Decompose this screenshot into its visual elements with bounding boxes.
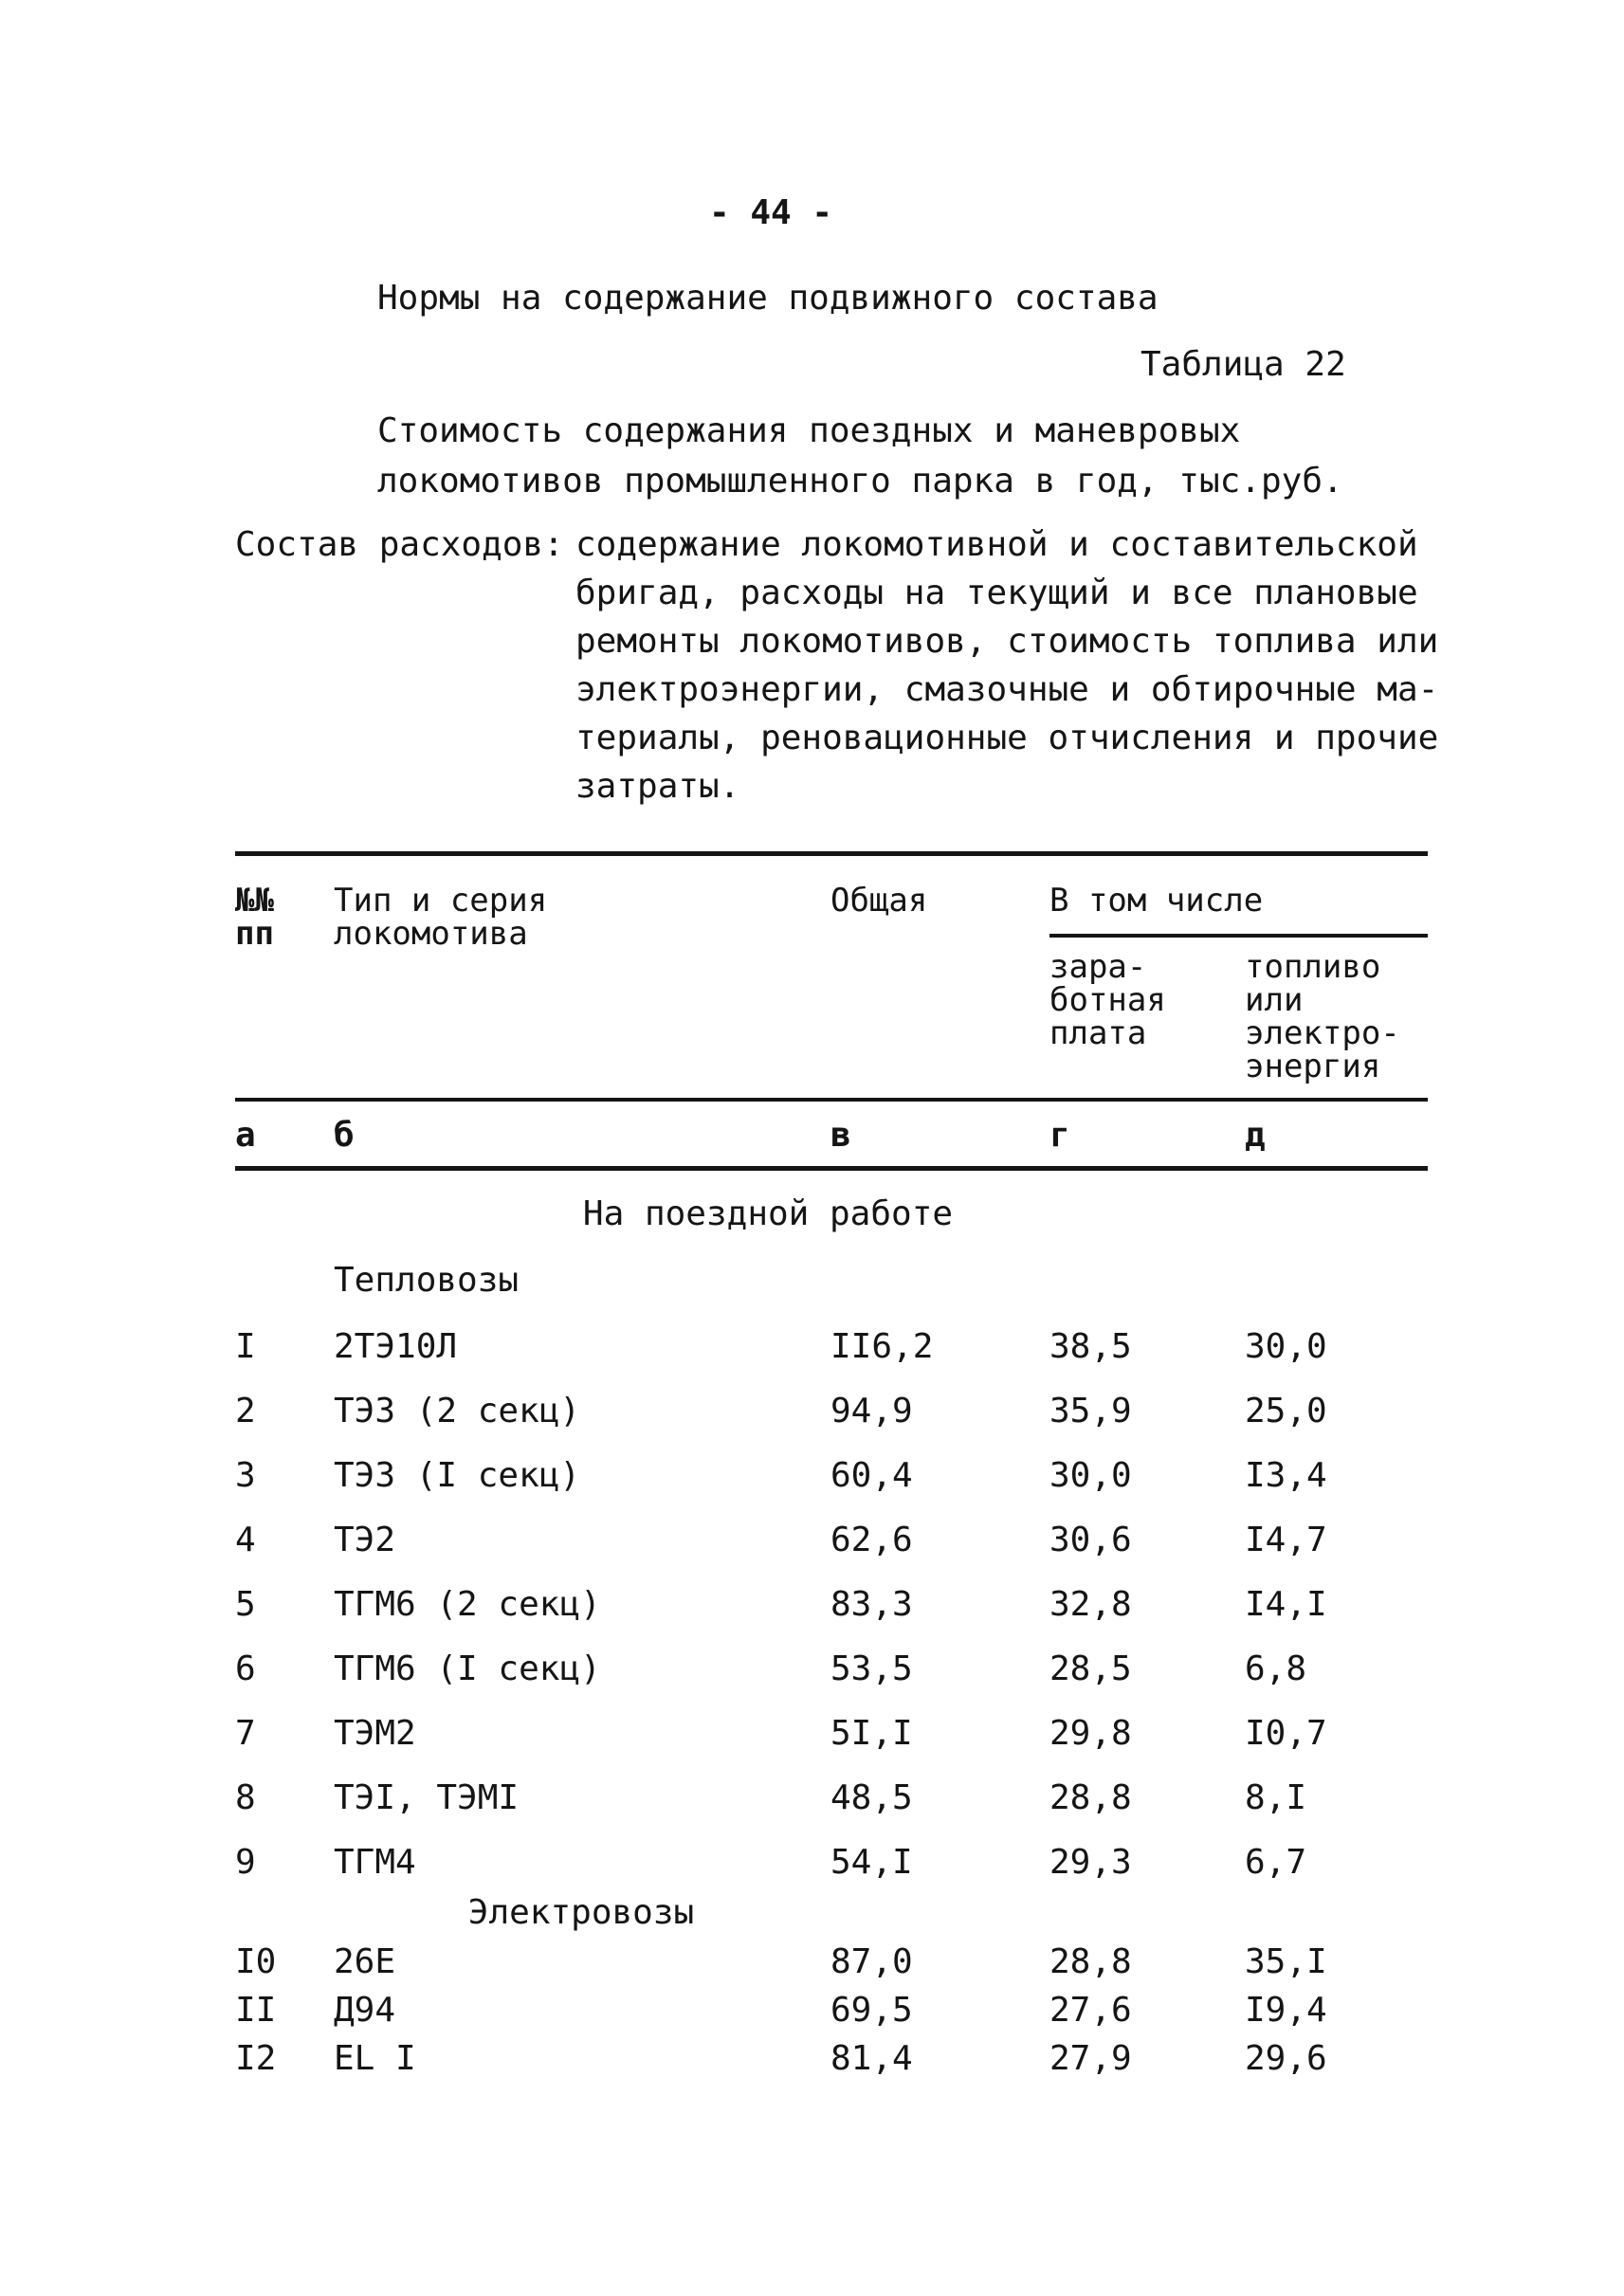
row-type: ТГМ6 (2 секц)	[334, 1585, 601, 1624]
row-type: ТЭ3 (2 секц)	[334, 1392, 581, 1430]
row-number: 3	[235, 1456, 256, 1495]
row-total: 60,4	[830, 1456, 913, 1495]
table-top-rule	[235, 851, 1428, 856]
row-total: 54,I	[830, 1843, 913, 1882]
row-salary: 29,3	[1049, 1843, 1132, 1882]
table-title-line-2: локомотивов промышленного парка в год, тыс.руб.	[377, 462, 1343, 501]
column-letter-g: г	[1049, 1116, 1070, 1155]
table-row	[0, 1843, 1624, 1893]
row-total: 62,6	[830, 1521, 913, 1559]
row-total: 81,4	[830, 2039, 913, 2078]
composition-line: электроэнергии, смазочные и обтирочные ма-	[575, 670, 1439, 709]
row-fuel: I4,7	[1245, 1521, 1327, 1559]
group-electric-locomotives: Электровозы	[467, 1893, 695, 1932]
column-letter-d: д	[1245, 1116, 1266, 1155]
row-fuel: 8,I	[1245, 1778, 1307, 1817]
section-title: Нормы на содержание подвижного состава	[377, 279, 1159, 318]
row-type: ТЭI, ТЭМI	[334, 1778, 520, 1817]
row-salary: 27,6	[1049, 1991, 1132, 2030]
row-total: II6,2	[830, 1327, 934, 1366]
column-letter-v: в	[830, 1116, 851, 1155]
table-row	[0, 1942, 1624, 1993]
table-row	[0, 1523, 1624, 1571]
row-number: 2	[235, 1392, 256, 1430]
composition-line: содержание локомотивной и составительской	[575, 525, 1418, 564]
row-total: 5I,I	[830, 1714, 913, 1753]
row-salary: 28,8	[1049, 1942, 1132, 1981]
row-fuel: 6,7	[1245, 1843, 1307, 1882]
row-number: 6	[235, 1649, 256, 1688]
composition-line: затраты.	[575, 767, 740, 806]
table-row	[0, 1327, 1624, 1377]
row-number: I0	[235, 1942, 277, 1981]
row-type: 2ТЭ10Л	[334, 1327, 458, 1366]
row-fuel: I3,4	[1245, 1456, 1327, 1495]
header-total: Общая	[830, 882, 928, 920]
header-including: В том числе	[1049, 882, 1264, 920]
table-row	[0, 1778, 1624, 1829]
row-salary: 30,0	[1049, 1456, 1132, 1495]
table-label: Таблица 22	[1140, 345, 1346, 384]
page-number: - 44 -	[709, 193, 833, 232]
row-fuel: I0,7	[1245, 1714, 1327, 1753]
row-total: 83,3	[830, 1585, 913, 1624]
row-total: 94,9	[830, 1392, 913, 1430]
row-salary: 32,8	[1049, 1585, 1132, 1624]
composition-line: териалы, реновационные отчисления и прочие	[575, 719, 1439, 757]
table-row	[0, 1394, 1624, 1442]
column-letter-b: б	[334, 1116, 355, 1155]
row-salary: 27,9	[1049, 2039, 1132, 2078]
row-salary: 38,5	[1049, 1327, 1132, 1366]
row-fuel: I4,I	[1245, 1585, 1327, 1624]
row-total: 48,5	[830, 1778, 913, 1817]
row-number: II	[235, 1991, 277, 2030]
letters-bottom-rule	[235, 1166, 1428, 1171]
header-number: №№ пп	[235, 882, 274, 953]
subheader-rule	[1049, 934, 1428, 938]
column-letter-a: а	[235, 1116, 256, 1155]
table-row	[0, 1649, 1624, 1700]
row-fuel: 25,0	[1245, 1392, 1327, 1430]
row-salary: 35,9	[1049, 1392, 1132, 1430]
row-total: 87,0	[830, 1942, 913, 1981]
row-fuel: 29,6	[1245, 2039, 1327, 2078]
row-total: 53,5	[830, 1649, 913, 1688]
table-title-line-1: Стоимость содержания поездных и маневровых	[377, 411, 1241, 450]
table-row	[0, 1456, 1624, 1506]
composition-label: Состав расходов:	[235, 525, 564, 564]
row-fuel: I9,4	[1245, 1991, 1327, 2030]
row-salary: 30,6	[1049, 1521, 1132, 1559]
row-number: I	[235, 1327, 256, 1366]
row-type: 26Е	[334, 1942, 396, 1981]
row-type: EL I	[334, 2039, 416, 2078]
row-type: ТЭ3 (I секц)	[334, 1456, 581, 1495]
row-number: 4	[235, 1521, 256, 1559]
table-row	[0, 1991, 1624, 2041]
row-number: 5	[235, 1585, 256, 1624]
row-number: 7	[235, 1714, 256, 1753]
row-number: 8	[235, 1778, 256, 1817]
composition-line: ремонты локомотивов, стоимость топлива или	[575, 622, 1439, 661]
header-salary: зара- ботная плата	[1049, 948, 1166, 1052]
row-type: ТЭМ2	[334, 1714, 416, 1753]
row-type: ТЭ2	[334, 1521, 396, 1559]
row-number: I2	[235, 2039, 277, 2078]
section-train-work: На поездной работе	[582, 1194, 954, 1233]
row-fuel: 6,8	[1245, 1649, 1307, 1688]
row-total: 69,5	[830, 1991, 913, 2030]
row-salary: 29,8	[1049, 1714, 1132, 1753]
table-row	[0, 2039, 1624, 2089]
header-bottom-rule	[235, 1098, 1428, 1102]
row-salary: 28,5	[1049, 1649, 1132, 1688]
composition-line: бригад, расходы на текущий и все плановые	[575, 574, 1418, 612]
header-type: Тип и серия локомотива	[334, 882, 548, 953]
group-diesel-locomotives: Тепловозы	[334, 1261, 520, 1300]
row-salary: 28,8	[1049, 1778, 1132, 1817]
row-type: ТГМ6 (I секц)	[334, 1649, 601, 1688]
row-type: ТГМ4	[334, 1843, 416, 1882]
row-fuel: 35,I	[1245, 1942, 1327, 1981]
header-fuel: топливо или электро- энергия	[1245, 948, 1400, 1085]
table-row	[0, 1714, 1624, 1764]
row-number: 9	[235, 1843, 256, 1882]
row-fuel: 30,0	[1245, 1327, 1327, 1366]
row-type: Д94	[334, 1991, 396, 2030]
table-row	[0, 1585, 1624, 1635]
